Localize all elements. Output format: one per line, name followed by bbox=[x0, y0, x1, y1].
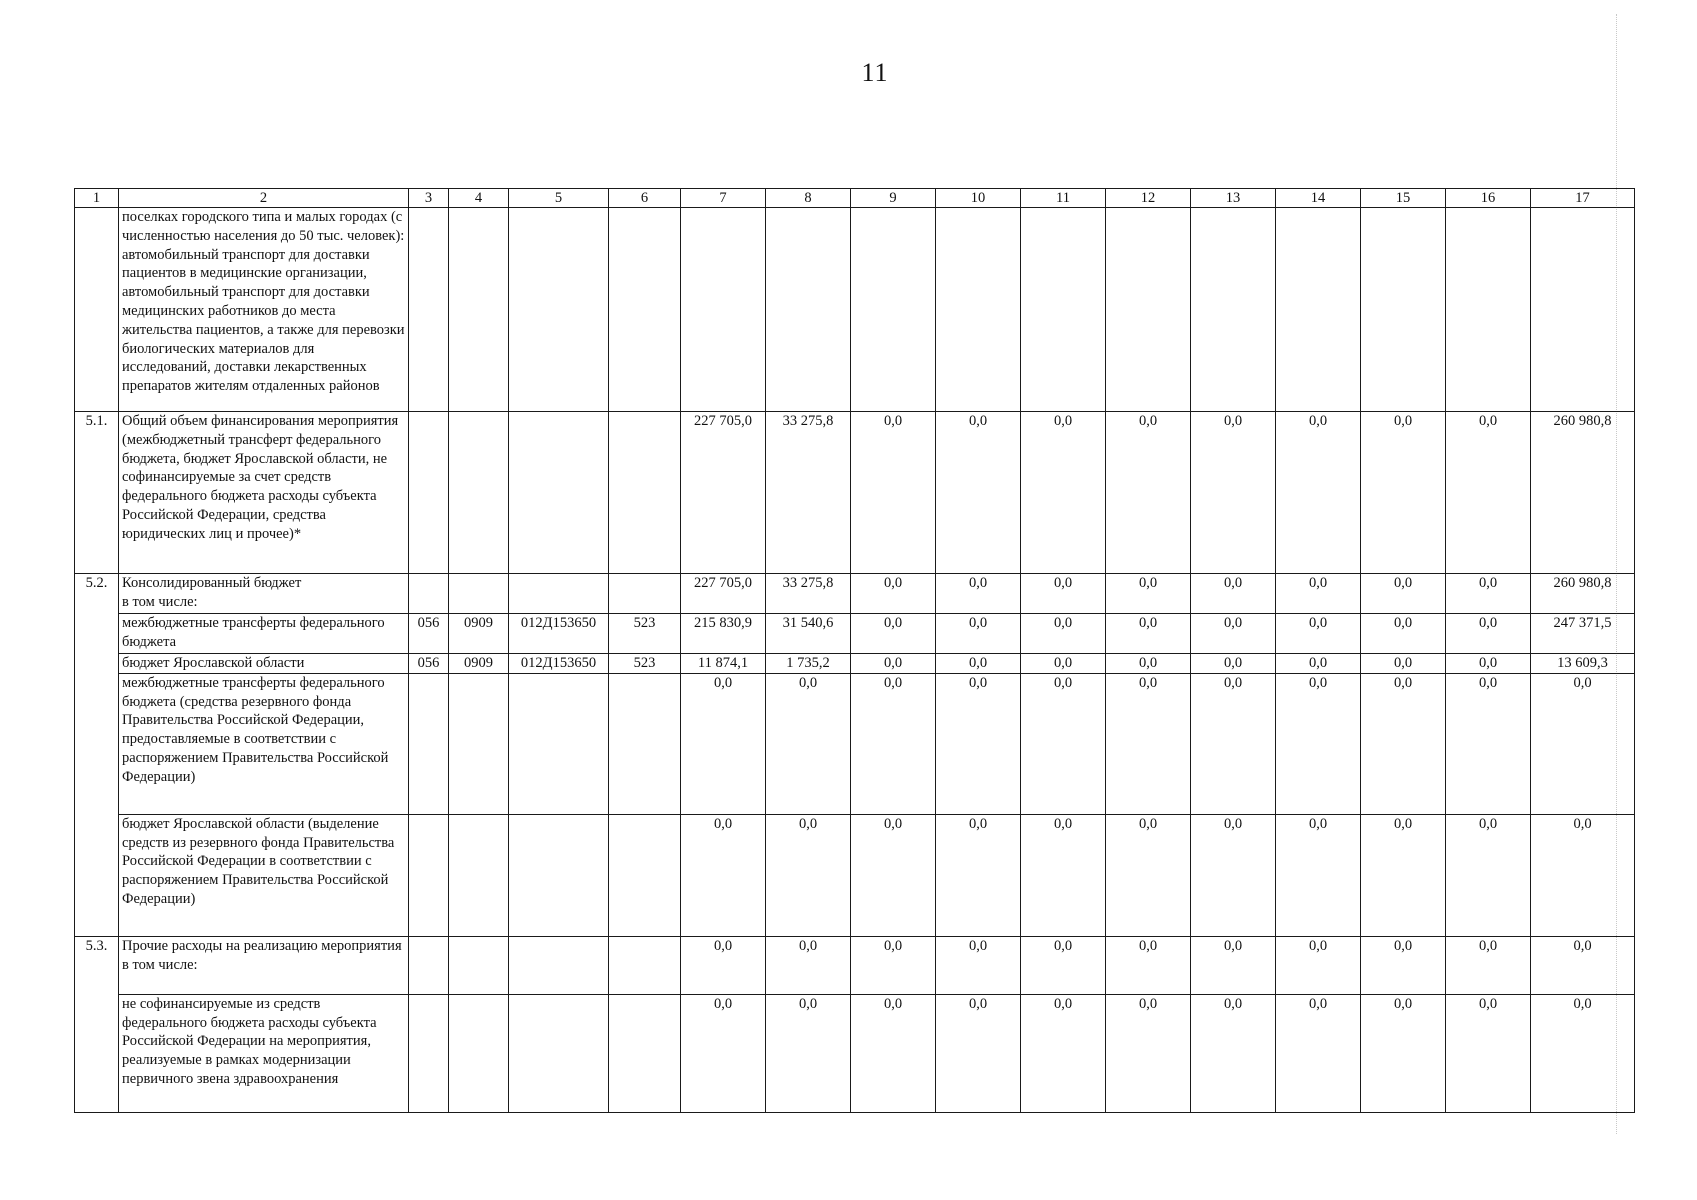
code-section-cell bbox=[449, 994, 509, 1112]
description-cell: бюджет Ярославской области bbox=[119, 654, 409, 674]
value-cell: 0,0 bbox=[936, 574, 1021, 614]
value-cell: 13 609,3 bbox=[1531, 654, 1635, 674]
value-cell bbox=[1361, 208, 1446, 412]
code-grbs-cell bbox=[409, 936, 449, 994]
code-expense-type-cell bbox=[609, 994, 681, 1112]
table-row bbox=[75, 412, 1635, 574]
value-cell: 0,0 bbox=[766, 936, 851, 994]
code-target-article-cell: 012Д153650 bbox=[509, 654, 609, 674]
code-section-cell bbox=[449, 412, 509, 574]
row-number-cell bbox=[75, 673, 119, 814]
row-number-cell: 5.1. bbox=[75, 412, 119, 574]
code-grbs-cell bbox=[409, 208, 449, 412]
code-expense-type-cell bbox=[609, 673, 681, 814]
value-cell: 0,0 bbox=[936, 673, 1021, 814]
row-number-cell bbox=[75, 814, 119, 936]
value-cell: 0,0 bbox=[766, 994, 851, 1112]
code-grbs-cell: 056 bbox=[409, 614, 449, 654]
value-cell: 0,0 bbox=[1106, 673, 1191, 814]
value-cell: 0,0 bbox=[1191, 574, 1276, 614]
value-cell: 0,0 bbox=[1276, 654, 1361, 674]
value-cell: 0,0 bbox=[1361, 412, 1446, 574]
value-cell bbox=[936, 208, 1021, 412]
value-cell: 0,0 bbox=[1361, 614, 1446, 654]
value-cell: 0,0 bbox=[1021, 574, 1106, 614]
code-grbs-cell bbox=[409, 412, 449, 574]
value-cell: 0,0 bbox=[1361, 994, 1446, 1112]
header-cell: 3 bbox=[409, 189, 449, 208]
value-cell: 0,0 bbox=[936, 994, 1021, 1112]
code-grbs-cell bbox=[409, 574, 449, 614]
table-row bbox=[75, 673, 1635, 814]
code-section-cell bbox=[449, 673, 509, 814]
row-number-cell: 5.2. bbox=[75, 574, 119, 614]
value-cell: 0,0 bbox=[681, 936, 766, 994]
financing-table bbox=[74, 188, 1635, 1113]
code-expense-type-cell bbox=[609, 412, 681, 574]
row-number-cell bbox=[75, 614, 119, 654]
value-cell: 0,0 bbox=[681, 814, 766, 936]
value-cell: 0,0 bbox=[1191, 994, 1276, 1112]
value-cell bbox=[766, 208, 851, 412]
value-cell: 0,0 bbox=[1446, 574, 1531, 614]
value-cell: 0,0 bbox=[1021, 936, 1106, 994]
code-expense-type-cell bbox=[609, 814, 681, 936]
value-cell: 0,0 bbox=[1021, 412, 1106, 574]
value-cell: 0,0 bbox=[1361, 814, 1446, 936]
value-cell: 0,0 bbox=[1446, 412, 1531, 574]
row-number-cell bbox=[75, 994, 119, 1112]
code-expense-type-cell: 523 bbox=[609, 614, 681, 654]
value-cell: 0,0 bbox=[1446, 994, 1531, 1112]
value-cell: 247 371,5 bbox=[1531, 614, 1635, 654]
value-cell: 0,0 bbox=[1531, 814, 1635, 936]
header-cell: 5 bbox=[509, 189, 609, 208]
value-cell: 31 540,6 bbox=[766, 614, 851, 654]
value-cell: 0,0 bbox=[1021, 994, 1106, 1112]
value-cell: 0,0 bbox=[766, 673, 851, 814]
value-cell: 0,0 bbox=[1276, 814, 1361, 936]
value-cell: 0,0 bbox=[1191, 673, 1276, 814]
header-cell: 10 bbox=[936, 189, 1021, 208]
value-cell: 0,0 bbox=[936, 412, 1021, 574]
value-cell: 0,0 bbox=[851, 654, 936, 674]
page-number: 11 bbox=[861, 58, 889, 87]
row-number-cell: 5.3. bbox=[75, 936, 119, 994]
description-cell: межбюджетные трансферты федерального бюджета bbox=[119, 614, 409, 654]
value-cell: 0,0 bbox=[1106, 994, 1191, 1112]
table-row bbox=[75, 208, 1635, 412]
value-cell: 0,0 bbox=[1361, 654, 1446, 674]
value-cell: 11 874,1 bbox=[681, 654, 766, 674]
value-cell: 0,0 bbox=[1106, 614, 1191, 654]
value-cell: 1 735,2 bbox=[766, 654, 851, 674]
value-cell: 0,0 bbox=[1106, 814, 1191, 936]
value-cell: 0,0 bbox=[1531, 936, 1635, 994]
value-cell: 0,0 bbox=[1276, 412, 1361, 574]
value-cell: 227 705,0 bbox=[681, 574, 766, 614]
value-cell bbox=[1446, 208, 1531, 412]
value-cell: 0,0 bbox=[1021, 614, 1106, 654]
value-cell: 0,0 bbox=[1021, 814, 1106, 936]
value-cell: 0,0 bbox=[1276, 994, 1361, 1112]
value-cell: 0,0 bbox=[1191, 814, 1276, 936]
code-expense-type-cell bbox=[609, 208, 681, 412]
row-number-cell bbox=[75, 208, 119, 412]
value-cell: 0,0 bbox=[1191, 654, 1276, 674]
header-cell: 1 bbox=[75, 189, 119, 208]
value-cell: 0,0 bbox=[1191, 936, 1276, 994]
code-expense-type-cell: 523 bbox=[609, 654, 681, 674]
value-cell: 0,0 bbox=[936, 936, 1021, 994]
code-target-article-cell: 012Д153650 bbox=[509, 614, 609, 654]
code-grbs-cell bbox=[409, 814, 449, 936]
value-cell: 227 705,0 bbox=[681, 412, 766, 574]
value-cell: 0,0 bbox=[851, 574, 936, 614]
value-cell: 260 980,8 bbox=[1531, 412, 1635, 574]
value-cell: 0,0 bbox=[1361, 574, 1446, 614]
header-cell: 13 bbox=[1191, 189, 1276, 208]
value-cell: 0,0 bbox=[851, 936, 936, 994]
header-cell: 2 bbox=[119, 189, 409, 208]
code-grbs-cell bbox=[409, 994, 449, 1112]
code-section-cell bbox=[449, 574, 509, 614]
value-cell: 0,0 bbox=[851, 994, 936, 1112]
description-cell: Консолидированный бюджет в том числе: bbox=[119, 574, 409, 614]
value-cell bbox=[1021, 208, 1106, 412]
value-cell: 0,0 bbox=[1446, 814, 1531, 936]
header-cell: 12 bbox=[1106, 189, 1191, 208]
value-cell: 0,0 bbox=[936, 614, 1021, 654]
value-cell bbox=[1531, 208, 1635, 412]
header-cell: 8 bbox=[766, 189, 851, 208]
code-expense-type-cell bbox=[609, 574, 681, 614]
value-cell: 0,0 bbox=[1361, 673, 1446, 814]
value-cell: 0,0 bbox=[766, 814, 851, 936]
code-grbs-cell: 056 bbox=[409, 654, 449, 674]
value-cell bbox=[1191, 208, 1276, 412]
code-grbs-cell bbox=[409, 673, 449, 814]
value-cell: 33 275,8 bbox=[766, 412, 851, 574]
code-section-cell bbox=[449, 814, 509, 936]
value-cell bbox=[681, 208, 766, 412]
code-target-article-cell bbox=[509, 994, 609, 1112]
description-cell: межбюджетные трансферты федерального бюджета (средства резервного фонда Правительства Российской Федерации, предоставляемые в соответствии с распоряжением Правительства Российской Федерации) bbox=[119, 673, 409, 814]
value-cell: 215 830,9 bbox=[681, 614, 766, 654]
value-cell: 0,0 bbox=[681, 994, 766, 1112]
code-expense-type-cell bbox=[609, 936, 681, 994]
value-cell: 0,0 bbox=[1446, 614, 1531, 654]
value-cell: 0,0 bbox=[851, 412, 936, 574]
table-row bbox=[75, 994, 1635, 1112]
table-row bbox=[75, 814, 1635, 936]
value-cell: 0,0 bbox=[851, 814, 936, 936]
header-cell: 17 bbox=[1531, 189, 1635, 208]
value-cell: 0,0 bbox=[936, 654, 1021, 674]
table-header-row bbox=[75, 189, 1635, 208]
value-cell: 0,0 bbox=[1021, 673, 1106, 814]
value-cell: 0,0 bbox=[936, 814, 1021, 936]
value-cell: 0,0 bbox=[1446, 654, 1531, 674]
row-number-cell bbox=[75, 654, 119, 674]
description-cell: Общий объем финансирования мероприятия (межбюджетный трансферт федерального бюджета, бюджет Ярославской области, не софинансируемые за счет средств федерального бюджета расходы субъекта Российской Федерации, средства юридических лиц и прочее)* bbox=[119, 412, 409, 574]
value-cell: 0,0 bbox=[1276, 614, 1361, 654]
value-cell: 0,0 bbox=[1276, 936, 1361, 994]
table-row bbox=[75, 936, 1635, 994]
value-cell: 0,0 bbox=[1361, 936, 1446, 994]
value-cell: 33 275,8 bbox=[766, 574, 851, 614]
value-cell: 0,0 bbox=[1106, 574, 1191, 614]
table-row bbox=[75, 574, 1635, 614]
value-cell: 0,0 bbox=[1191, 614, 1276, 654]
value-cell: 0,0 bbox=[1531, 994, 1635, 1112]
table-row bbox=[75, 614, 1635, 654]
value-cell: 0,0 bbox=[1191, 412, 1276, 574]
header-cell: 9 bbox=[851, 189, 936, 208]
value-cell: 0,0 bbox=[1531, 673, 1635, 814]
code-target-article-cell bbox=[509, 814, 609, 936]
table-row bbox=[75, 654, 1635, 674]
header-cell: 16 bbox=[1446, 189, 1531, 208]
value-cell bbox=[1106, 208, 1191, 412]
value-cell: 260 980,8 bbox=[1531, 574, 1635, 614]
value-cell: 0,0 bbox=[1106, 936, 1191, 994]
description-cell: бюджет Ярославской области (выделение средств из резервного фонда Правительства Российской Федерации в соответствии с распоряжением Правительства Российской Федерации) bbox=[119, 814, 409, 936]
description-cell: не софинансируемые из средств федерального бюджета расходы субъекта Российской Федерации на мероприятия, реализуемые в рамках модернизации первичного звена здравоохранения bbox=[119, 994, 409, 1112]
code-section-cell bbox=[449, 936, 509, 994]
value-cell: 0,0 bbox=[1276, 574, 1361, 614]
code-target-article-cell bbox=[509, 208, 609, 412]
header-cell: 15 bbox=[1361, 189, 1446, 208]
header-cell: 4 bbox=[449, 189, 509, 208]
code-target-article-cell bbox=[509, 673, 609, 814]
code-target-article-cell bbox=[509, 412, 609, 574]
header-cell: 7 bbox=[681, 189, 766, 208]
code-section-cell: 0909 bbox=[449, 654, 509, 674]
value-cell: 0,0 bbox=[1446, 673, 1531, 814]
description-cell: поселках городского типа и малых городах (с численностью населения до 50 тыс. человек): автомобильный транспорт для доставки пациентов в медицинские организации, автомобильный транспорт для доставки медицинских работников до места жительства пациентов, а также для перевозки биологических материалов для исследований, доставки лекарственных препаратов жителям отдаленных районов bbox=[119, 208, 409, 412]
value-cell bbox=[1276, 208, 1361, 412]
value-cell: 0,0 bbox=[1446, 936, 1531, 994]
value-cell bbox=[851, 208, 936, 412]
header-cell: 6 bbox=[609, 189, 681, 208]
code-section-cell bbox=[449, 208, 509, 412]
value-cell: 0,0 bbox=[1106, 412, 1191, 574]
value-cell: 0,0 bbox=[851, 614, 936, 654]
description-cell: Прочие расходы на реализацию мероприятия в том числе: bbox=[119, 936, 409, 994]
value-cell: 0,0 bbox=[681, 673, 766, 814]
header-cell: 11 bbox=[1021, 189, 1106, 208]
code-section-cell: 0909 bbox=[449, 614, 509, 654]
value-cell: 0,0 bbox=[1106, 654, 1191, 674]
code-target-article-cell bbox=[509, 936, 609, 994]
value-cell: 0,0 bbox=[851, 673, 936, 814]
header-cell: 14 bbox=[1276, 189, 1361, 208]
value-cell: 0,0 bbox=[1021, 654, 1106, 674]
value-cell: 0,0 bbox=[1276, 673, 1361, 814]
code-target-article-cell bbox=[509, 574, 609, 614]
